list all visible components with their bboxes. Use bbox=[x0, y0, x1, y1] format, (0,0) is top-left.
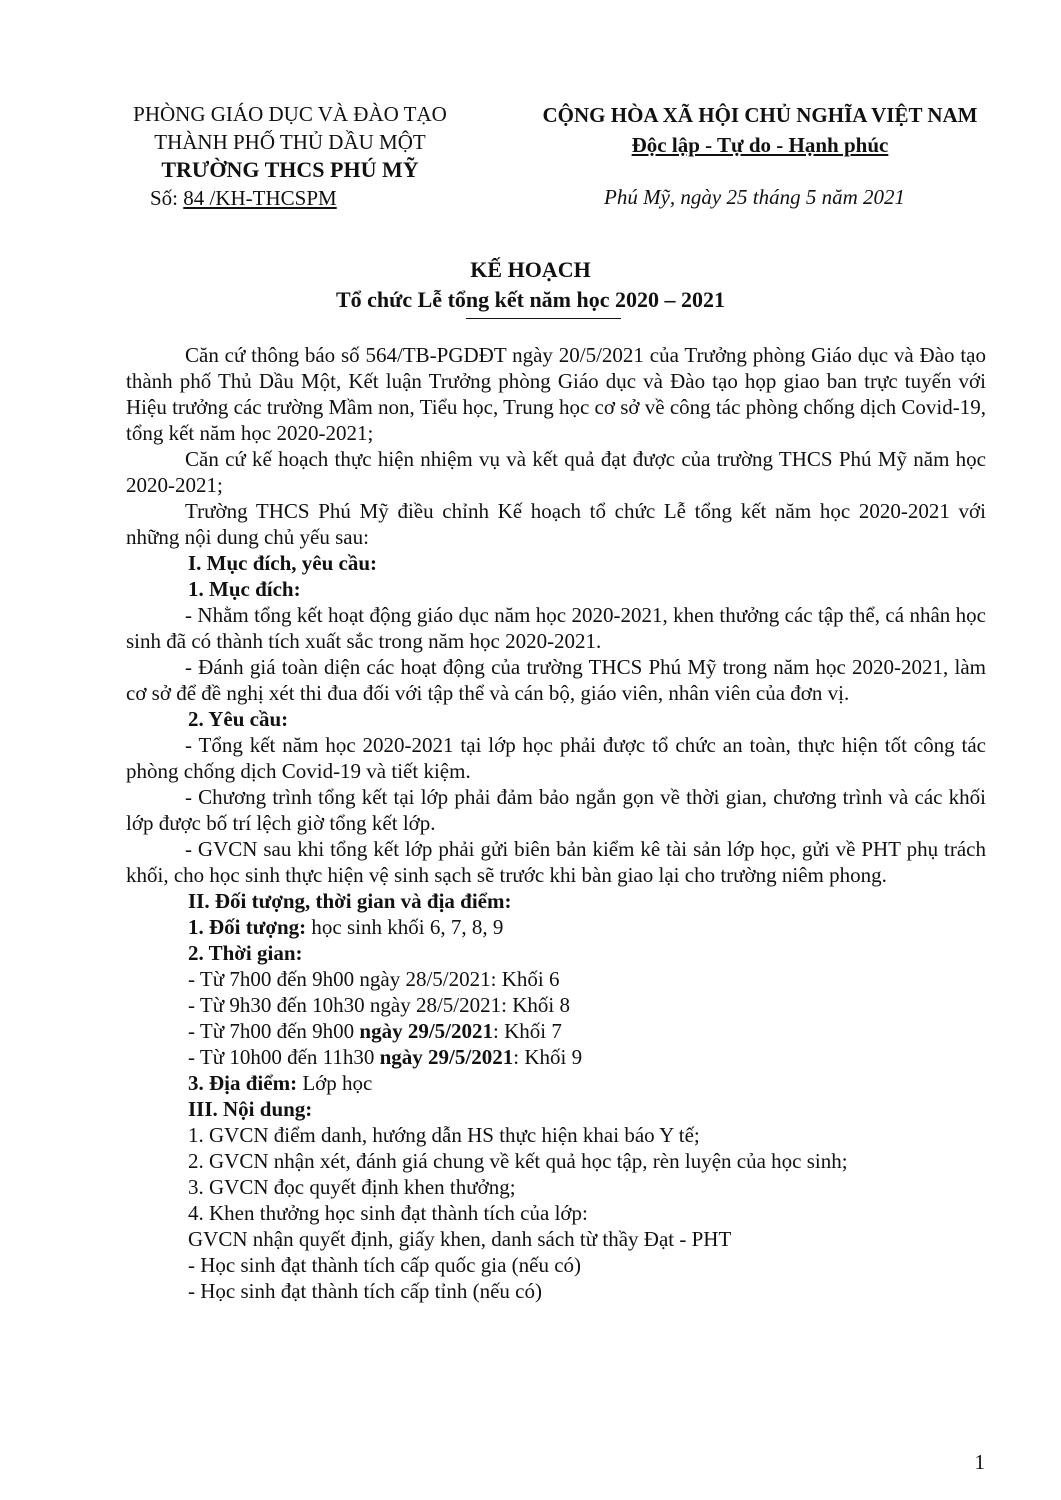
time-item-3 bbox=[126, 1018, 986, 1044]
document-date: Phú Mỹ, ngày 25 tháng 5 năm 2021 bbox=[604, 185, 905, 209]
content-item-7: - Học sinh đạt thành tích cấp tỉnh (nếu có) bbox=[188, 1279, 542, 1303]
nation-name: CỘNG HÒA XÃ HỘI CHỦ NGHĨA VIỆT NAM bbox=[542, 103, 978, 127]
document-body bbox=[126, 342, 986, 1304]
document-subtitle: Tổ chức Lễ tổng kết năm học 2020 – 2021 bbox=[335, 287, 726, 312]
document-title: KẾ HOẠCH bbox=[470, 257, 591, 282]
content-item-1: 1. GVCN điểm danh, hướng dẫn HS thực hiện khai báo Y tế; bbox=[188, 1123, 700, 1147]
participants-text: học sinh khối 6, 7, 8, 9 bbox=[311, 915, 504, 939]
paragraph-basis-2: Căn cứ kế hoạch thực hiện nhiệm vụ và kết quả đạt được của trường THCS Phú Mỹ năm học 2020-2021; bbox=[126, 447, 986, 497]
location-label: 3. Địa điểm: bbox=[188, 1071, 298, 1095]
requirement-item-1: - Tổng kết năm học 2020-2021 tại lớp học phải được tổ chức an toàn, thực hiện tốt công tác phòng chống dịch Covid-19 và tiết kiệm. bbox=[126, 733, 986, 783]
time-item-3-hours: - Từ 7h00 đến 9h00 bbox=[188, 1019, 360, 1043]
time-item-4-hours: - Từ 10h00 đến 11h30 bbox=[188, 1045, 380, 1069]
time-item-3-date: ngày 29/5/2021 bbox=[359, 1019, 494, 1043]
title-divider bbox=[466, 318, 621, 319]
page-number: 1 bbox=[974, 1450, 985, 1474]
subsection-time: 2. Thời gian: bbox=[188, 941, 303, 965]
time-item-1: - Từ 7h00 đến 9h00 ngày 28/5/2021: Khối 6 bbox=[188, 967, 560, 991]
national-header bbox=[500, 100, 1020, 212]
issuer-city: THÀNH PHỐ THỦ DẦU MỘT bbox=[154, 130, 426, 154]
time-item-4-grade: : Khối 9 bbox=[513, 1045, 583, 1069]
section-heading-3: III. Nội dung: bbox=[188, 1097, 313, 1121]
issuer-header bbox=[110, 100, 470, 212]
time-item-4 bbox=[126, 1044, 986, 1070]
issuer-school: TRƯỜNG THCS PHÚ MỸ bbox=[161, 157, 419, 182]
paragraph-basis-1: Căn cứ thông báo số 564/TB-PGDĐT ngày 20/5/2021 của Trưởng phòng Giáo dục và Đào tạo thành phố Thủ Dầu Một, Kết luận Trưởng phòng Giáo dục và Đào tạo họp giao ban trực tuyến với Hiệu trưởng các trường Mầm non, Tiểu học, Trung học cơ sở về công tác phòng chống dịch Covid-19, tổng kết năm học 2020-2021; bbox=[126, 343, 986, 445]
section-heading-2: II. Đối tượng, thời gian và địa điểm: bbox=[188, 889, 512, 913]
location-line bbox=[126, 1070, 986, 1096]
content-item-6: - Học sinh đạt thành tích cấp quốc gia (nếu có) bbox=[188, 1253, 582, 1277]
section-heading-1: I. Mục đích, yêu cầu: bbox=[188, 551, 377, 575]
national-motto: Độc lập - Tự do - Hạnh phúc bbox=[631, 133, 889, 157]
document-number bbox=[110, 184, 470, 212]
time-item-2: - Từ 9h30 đến 10h30 ngày 28/5/2021: Khối 8 bbox=[188, 993, 570, 1017]
subsection-requirements: 2. Yêu cầu: bbox=[188, 707, 289, 731]
document-number-prefix: Số: bbox=[150, 186, 179, 210]
requirement-item-2: - Chương trình tổng kết tại lớp phải đảm bảo ngắn gọn về thời gian, chương trình và các khối lớp được bố trí lệch giờ tổng kết lớp. bbox=[126, 785, 986, 835]
subsection-purpose: 1. Mục đích: bbox=[188, 577, 301, 601]
participants-line bbox=[126, 914, 986, 940]
content-item-3: 3. GVCN đọc quyết định khen thưởng; bbox=[188, 1175, 516, 1199]
issuer-department: PHÒNG GIÁO DỤC VÀ ĐÀO TẠO bbox=[133, 102, 447, 126]
content-item-2: 2. GVCN nhận xét, đánh giá chung về kết quả học tập, rèn luyện của học sinh; bbox=[188, 1149, 848, 1173]
requirement-item-3: - GVCN sau khi tổng kết lớp phải gửi biên bản kiểm kê tài sản lớp học, gửi về PHT phụ trách khối, cho học sinh thực hiện vệ sinh sạch sẽ trước khi bàn giao lại cho trường niêm phong. bbox=[126, 837, 986, 887]
content-item-5: GVCN nhận quyết định, giấy khen, danh sách từ thầy Đạt - PHT bbox=[188, 1227, 732, 1251]
purpose-item-2: - Đánh giá toàn diện các hoạt động của trường THCS Phú Mỹ trong năm học 2020-2021, làm cơ sở để đề nghị xét thi đua đối với tập thể và cán bộ, giáo viên, nhân viên của đơn vị. bbox=[126, 655, 986, 705]
participants-label: 1. Đối tượng: bbox=[188, 915, 307, 939]
time-item-4-date: ngày 29/5/2021 bbox=[379, 1045, 514, 1069]
location-text: Lớp học bbox=[302, 1071, 373, 1095]
time-item-3-grade: : Khối 7 bbox=[493, 1019, 562, 1043]
document-number-value: 84 /KH-THCSPM bbox=[183, 186, 337, 210]
paragraph-intro: Trường THCS Phú Mỹ điều chỉnh Kế hoạch tổ chức Lễ tổng kết năm học 2020-2021 với những nội dung chủ yếu sau: bbox=[126, 499, 986, 549]
purpose-item-1: - Nhằm tổng kết hoạt động giáo dục năm học 2020-2021, khen thưởng các tập thể, cá nhân học sinh đã có thành tích xuất sắc trong năm học 2020-2021. bbox=[126, 603, 986, 653]
content-item-4: 4. Khen thưởng học sinh đạt thành tích của lớp: bbox=[188, 1201, 588, 1225]
